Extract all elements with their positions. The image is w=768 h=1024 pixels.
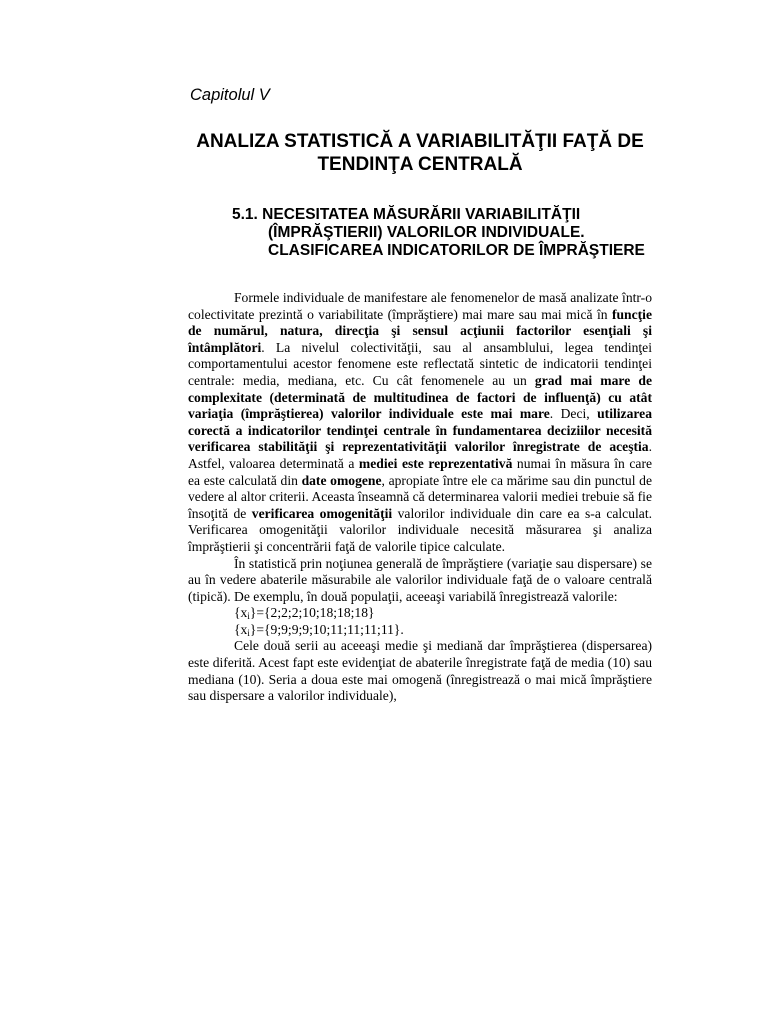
paragraph-variability — [188, 290, 652, 556]
paragraph-dispersion: În statistică prin noţiunea generală de împrăştiere (variaţie sau dispersare) se au în vedere abaterile măsurabile ale valorilor individuale faţă de o valoare centrală (tipică). De exemplu, în două populaţii, aceeaşi variabilă înregistrează valorile: — [188, 555, 652, 604]
subscript: i — [247, 611, 250, 622]
text-run: valorilor individuale din care ea s-a calculat. Verificarea omogenităţii valorilor individuale necesită măsurarea şi analiza împrăştierii şi concentrării faţă de valorile tipice calculate. — [188, 505, 652, 554]
set-open: {x — [234, 621, 248, 637]
text-run: numai în măsura în care ea este calculată din — [188, 455, 653, 488]
text-run: . La nivelul colectivităţii, sau al ansamblului, legea tendinţei comportamentului acestor fenomene este reflectată sintetic de indicatorii tendinţei centrale: media, mediana, etc. Cu cât fenomenele au un — [188, 339, 652, 388]
bold-run: mediei este reprezentativă — [358, 455, 513, 471]
text-run: Formele individuale de manifestare ale fenomenelor de masă analizate într-o colectivitate prezintă o variabilitate (împrăştiere) mai mare sau mai mică în — [188, 290, 652, 322]
bold-run: grad mai mare de complexitate (determinată de multitudinea de factori de influenţă) cu atât variaţia (împrăştierea) valorilor individuale este mai mare — [188, 372, 652, 422]
set-values: }={2;2;2;10;18;18;18} — [249, 605, 375, 621]
paragraph-series: Cele două serii au aceeaşi medie şi mediană dar împrăştierea (dispersarea) este diferită. Acest fapt este evidenţiat de abaterile înregistrate faţă de media (10) sau mediana (10). Seria a doua este mai omogenă (înregistrează o mai mică împrăştiere sau dispersare a valorilor individuale), — [188, 638, 652, 704]
text-run: , apropiate între ele ca mărime sau din punctul de vedere al altor criterii. Aceasta înseamnă că determinarea valorii mediei trebuie să fie însoţită de — [188, 472, 652, 521]
set-values: }={9;9;9;9;10;11;11;11;11}. — [249, 621, 404, 637]
body-text — [188, 290, 652, 705]
subscript: i — [247, 627, 250, 638]
bold-run: date omogene — [301, 472, 382, 488]
section-heading: 5.1. NECESITATEA MĂSURĂRII VARIABILITĂŢII (ÎMPRĂŞTIERII) VALORILOR INDIVIDUALE. CLASIFICAREA INDICATORILOR DE ÎMPRĂŞTIERE — [232, 206, 645, 259]
value-set-1 — [188, 605, 652, 622]
set-open: {x — [234, 605, 248, 621]
text-run: . Astfel, valoarea determinată a — [188, 439, 652, 471]
bold-run: funcţie de numărul, natura, direcţia şi sensul acţiunii factorilor esenţiali şi întâmplători — [188, 306, 652, 355]
text-run: . Deci, — [549, 406, 598, 422]
bold-run: verificarea omogenităţii — [251, 505, 393, 521]
value-set-2 — [188, 622, 652, 639]
bold-run: utilizarea corectă a indicatorilor tendinţei centrale în fundamentarea deciziilor necesită verificarea stabilităţii şi reprezentativităţii valorilor înregistrate de aceştia — [188, 406, 652, 455]
chapter-label: Capitolul V — [190, 86, 270, 104]
chapter-title: ANALIZA STATISTICĂ A VARIABILITĂŢII FAŢĂ DE TENDINŢA CENTRALĂ — [196, 131, 644, 175]
